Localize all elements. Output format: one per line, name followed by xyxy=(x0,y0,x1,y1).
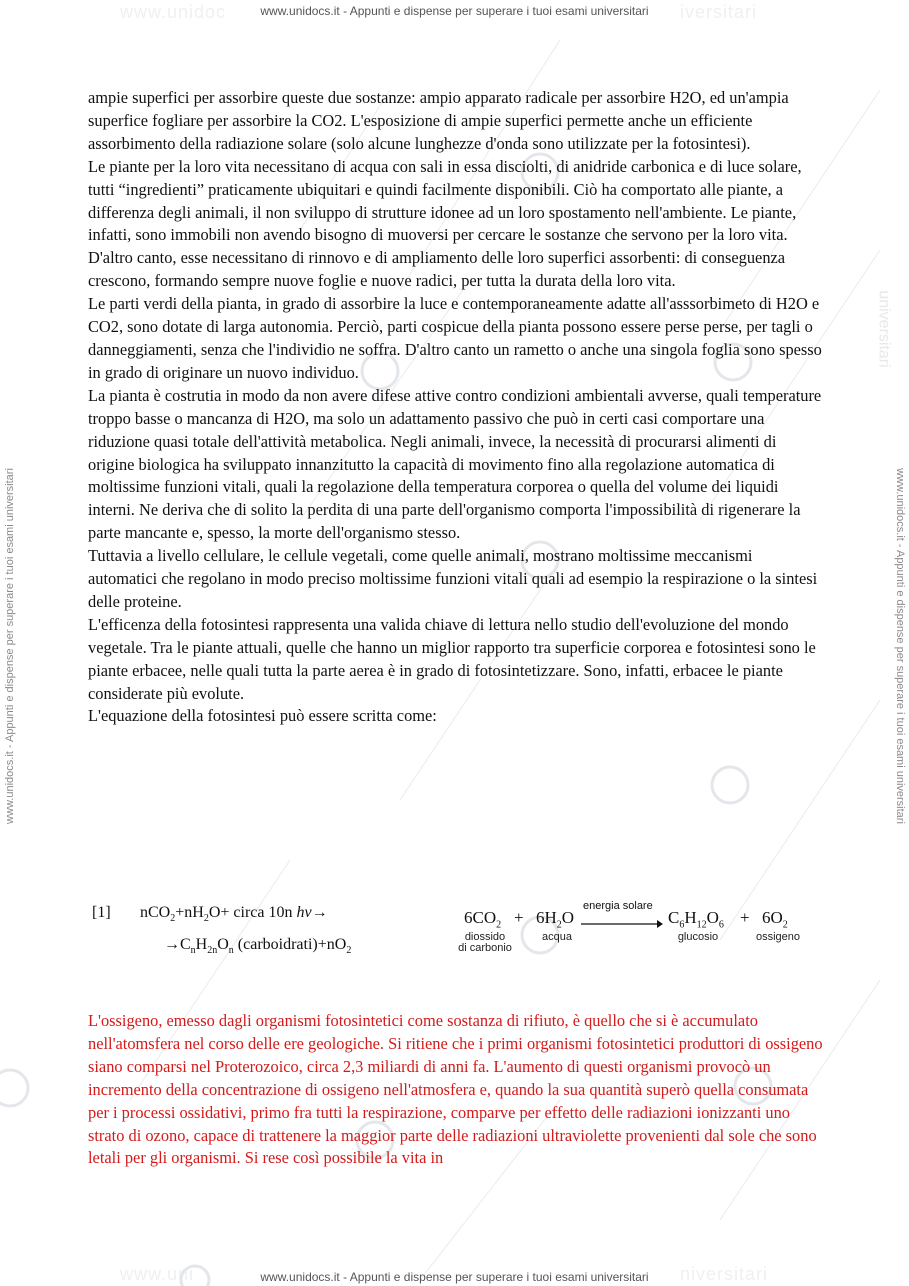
watermark-header: www.unidocs.it - Appunti e dispense per superare i tuoi esami universitari xyxy=(260,4,649,18)
term-co2: $6CO_2$ xyxy=(464,908,502,931)
highlighted-paragraph xyxy=(88,1010,823,1170)
arrow-label: energia solare xyxy=(583,900,653,912)
paragraph: Le piante per la loro vita necessitano di acqua con sali in essa disciolti, di anidride carbonica e di luce solare, tutti “ingredienti” praticamente ubiquitari e quindi facilmente disponibili. Ciò ha comportato alle piante, a differenza degli animali, il non sviluppo di strutture idonee ad un loro spostamento nell'ambiente. Le piante, infatti, sono immobili non avendo bisogno di muoversi per cercare le sostanze che servono per la loro vita. D'altro canto, esse necessitano di rinnovo e di ampliamento delle loro superfici assorbenti: di conseguenza crescono, formando sempre nuove foglie e nuove radici, per tutta la durata della loro vita. xyxy=(88,156,802,291)
watermark-side-right: www.unidocs.it - Appunti e dispense per superare i tuoi esami universitari xyxy=(894,468,906,824)
plus-sign: + xyxy=(514,908,524,927)
label-co2: diossido di carbonio xyxy=(458,931,512,954)
term-h2o: $6H_2O$ xyxy=(536,908,575,931)
equation-number: [1] xyxy=(92,904,111,921)
watermark-ghost-bottom-left: www.uni xyxy=(120,1264,195,1284)
label-h2o: acqua xyxy=(542,931,572,943)
watermark-footer: www.unidocs.it - Appunti e dispense per superare i tuoi esami universitari xyxy=(260,1270,649,1284)
reaction-arrow-icon xyxy=(581,919,663,929)
paragraph: ampie superfici per assorbire queste due sostanze: ampio apparato radicale per assorbire H2O, ed un'ampia superfice fogliare per assorbire la CO2. L'esposizione di ampie superfici permette anche un efficiente assorbimento della radiazione solare (solo alcune lunghezze d'onda sono utilizzate per la fotosintesi). xyxy=(88,88,789,153)
watermark-ghost-side-right: universitari xyxy=(875,290,893,368)
watermark-ghost-bottom-right: niversitari xyxy=(680,1264,769,1284)
paragraph: Tuttavia a livello cellulare, le cellule vegetali, come quelle animali, mostrano moltissime meccanismi automatici che regolano in modo preciso moltissime funzioni vitali quali ad esempio la respirazione o la sintesi delle proteine. xyxy=(88,546,818,611)
equation-1-line-1: $nCO_2+nH_2O+$ circa 10n hν→ xyxy=(140,904,328,925)
watermark-ghost-top-right: iversitari xyxy=(680,2,758,22)
label-o2: ossigeno xyxy=(755,931,801,943)
plus-sign: + xyxy=(740,908,750,927)
equation-2 xyxy=(448,900,828,960)
paragraph: Le parti verdi della pianta, in grado di assorbire la luce e contemporaneamente adatte all'asssorbimeto di H2O e CO2, sono dotate di larga autonomia. Perciò, parti cospicue della pianta possono essere perse perse, per tagli o danneggiamenti, senza che l'individio ne soffra. D'altro canto un rametto o anche una singola foglia sono spesso in grado di originare un nuovo individuo. xyxy=(88,294,822,382)
paragraph: L'equazione della fotosintesi può essere scritta come: xyxy=(88,706,437,726)
paragraph: L'ossigeno, emesso dagli organismi fotosintetici come sostanza di rifiuto, è quello che si è accumulato nell'atomsfera nel corso delle ere geologiche. Si ritiene che i primi organismi fotosintetici produttori di ossigeno siano comparsi nel Proterozoico, circa 2,3 miliardi di anni fa. L'aumento di questi organismi provocò un incremento della concentrazione di ossigeno nell'atmosfera e, quando la sua quantità superò quella consumata per i processi ossidativi, primo fra tutti la respirazione, comparve per effetto delle radiazioni ionizzanti uno strato di ozono, capace di trattenere la maggior parte delle radiazioni ultraviolette provenienti dal sole che sono letali per gli organismi. Si rese così possibile la vita in xyxy=(88,1011,823,1168)
watermark-side-left: www.unidocs.it - Appunti e dispense per superare i tuoi esami universitari xyxy=(4,468,16,824)
watermark-ghost-top-left: www.unidoc xyxy=(120,2,227,22)
label-glucose: glucosio xyxy=(677,931,719,943)
equation-1-line-2: $\to C_nH_{2n}O_n$ $(carboidrati)+nO_2$ xyxy=(164,936,352,957)
paragraph: La pianta è costrutia in modo da non avere difese attive contro condizioni ambientali avverse, quali temperature troppo basse o mancanza di H2O, ma solo un adattamento passivo che può in certi casi comportare una riduzione quasi totale dell'attività metabolica. Negli animali, invece, la necessità di procurarsi alimenti di origine biologica ha sviluppato innanzitutto la capacità di movimento fino alla regolazione automatica di moltissime funzioni vitali, quali la regolazione della temperatura corporea o quella del volume dei liquidi interni. Ne deriva che di solito la perdita di una parte dell'organismo comporta l'impossibilità di rigenerare la parte mancante e, spesso, la morte dell'organismo stesso. xyxy=(88,385,822,543)
paragraph: L'efficenza della fotosintesi rappresenta una valida chiave di lettura nello studio dell'evoluzione del mondo vegetale. Tra le piante attuali, quelle che hanno un miglior rapporto tra superficie corporea e fotosintesi sono le piante erbacee, nelle quali tutta la parte aerea è in grado di fotosintetizzare. Sono, infatti, erbacee le piante considerate più evolute. xyxy=(88,614,816,703)
term-glucose: $C_6H_{12}O_6$ xyxy=(668,908,724,931)
document-body xyxy=(88,87,823,728)
term-o2: $6O_2$ xyxy=(762,908,788,931)
